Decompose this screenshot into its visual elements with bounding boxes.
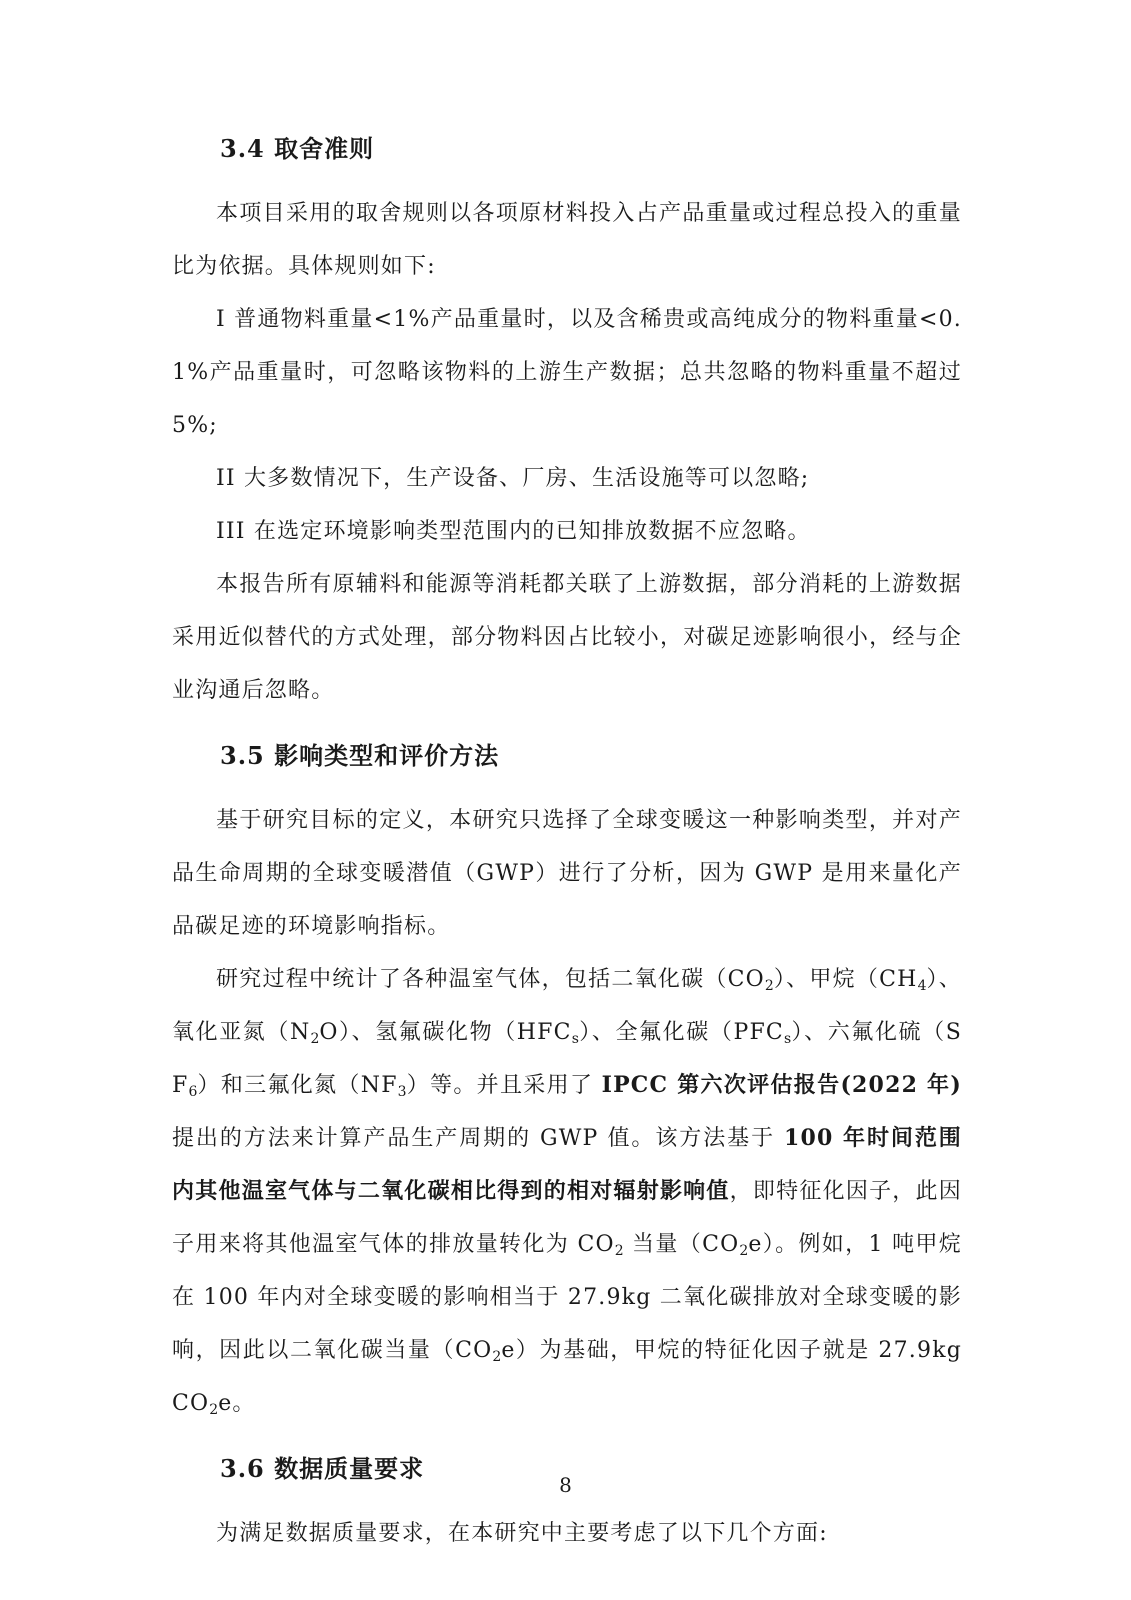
text-run: ）等。并且采用了	[406, 1073, 602, 1098]
text-run: ）、氧化亚氮（N	[172, 967, 963, 1045]
text-run: 2	[310, 1031, 320, 1047]
paragraph-gwp-intro	[172, 794, 962, 953]
text-run: e）为基础，甲烷的特征化因子就是 27.9kgCO	[172, 1338, 963, 1416]
text-run: I 普通物料重量<1%产品重量时，以及含稀贵或高纯成分的物料重量<0.1%产品重量时，可忽略该物料的上游生产数据；总共忽略的物料重量不超过 5%;	[172, 307, 962, 438]
text-run: IPCC 第六次评估报告(2022 年)	[601, 1072, 962, 1098]
paragraph-cutoff-intro	[172, 187, 962, 293]
text-run: 4	[917, 978, 927, 994]
page-number: 8	[559, 1473, 572, 1497]
text-run: 2	[739, 1243, 749, 1259]
text-run: 3.5 影响类型和评价方法	[220, 741, 500, 770]
text-run: s	[571, 1031, 579, 1047]
text-run: ）、甲烷（CH	[773, 967, 918, 992]
text-run: II 大多数情况下，生产设备、厂房、生活设施等可以忽略;	[216, 466, 810, 491]
text-run: ）、全氟化碳（PFC	[578, 1020, 784, 1045]
text-run: 100 年时间范围内其他温室气体与二氧化碳相比得到的相对辐射影响值	[172, 1125, 962, 1204]
text-run: 当量（CO	[623, 1232, 740, 1257]
text-run: s	[783, 1031, 792, 1047]
paragraph-data-quality	[172, 1507, 962, 1560]
text-run: 2	[764, 978, 774, 994]
text-run: ）、六氟化硫（SF	[172, 1020, 963, 1098]
text-run: O）、氢氟碳化物（HFC	[319, 1020, 572, 1045]
heading-3-5	[172, 729, 962, 782]
text-run: ，即特征化因子，此因子用来将其他温室气体的排放量转化为 CO	[172, 1179, 962, 1257]
text-run: III 在选定环境影响类型范围内的已知排放数据不应忽略。	[216, 519, 811, 544]
text-run: 3.4 取舍准则	[220, 134, 375, 163]
text-run: 研究过程中统计了各种温室气体，包括二氧化碳（CO	[216, 967, 765, 992]
text-run: 提出的方法来计算产品生产周期的 GWP 值。该方法基于	[172, 1126, 784, 1151]
text-run: 2	[209, 1402, 219, 1418]
text-run: 2	[614, 1243, 624, 1259]
paragraph-rule-2	[172, 452, 962, 505]
text-run: 6	[188, 1084, 198, 1100]
paragraph-rule-3	[172, 505, 962, 558]
text-run: 本项目采用的取舍规则以各项原材料投入占产品重量或过程总投入的重量比为依据。具体规则如下:	[172, 201, 962, 279]
text-run: e。	[218, 1391, 256, 1416]
text-run: e）。例如，1 吨甲烷在 100 年内对全球变暖的影响相当于 27.9kg 二氧化碳排放对全球变暖的影响，因此以二氧化碳当量（CO	[172, 1232, 962, 1363]
text-run: 3.6 数据质量要求	[220, 1454, 425, 1483]
text-run: 3	[397, 1084, 407, 1100]
paragraph-greenhouse-gases	[172, 953, 962, 1430]
text-run: ）和三氟化氮（NF	[197, 1073, 398, 1098]
heading-3-4	[172, 122, 962, 175]
text-run: 为满足数据质量要求，在本研究中主要考虑了以下几个方面:	[216, 1521, 828, 1546]
paragraph-upstream-data	[172, 558, 962, 717]
paragraph-rule-1	[172, 293, 962, 452]
text-run: 基于研究目标的定义，本研究只选择了全球变暖这一种影响类型，并对产品生命周期的全球变暖潜值（GWP）进行了分析，因为 GWP 是用来量化产品碳足迹的环境影响指标。	[172, 808, 962, 939]
text-run: 本报告所有原辅料和能源等消耗都关联了上游数据，部分消耗的上游数据采用近似替代的方式处理，部分物料因占比较小，对碳足迹影响很小，经与企业沟通后忽略。	[172, 572, 962, 703]
document-body	[172, 110, 962, 1560]
text-run: 2	[492, 1349, 502, 1365]
